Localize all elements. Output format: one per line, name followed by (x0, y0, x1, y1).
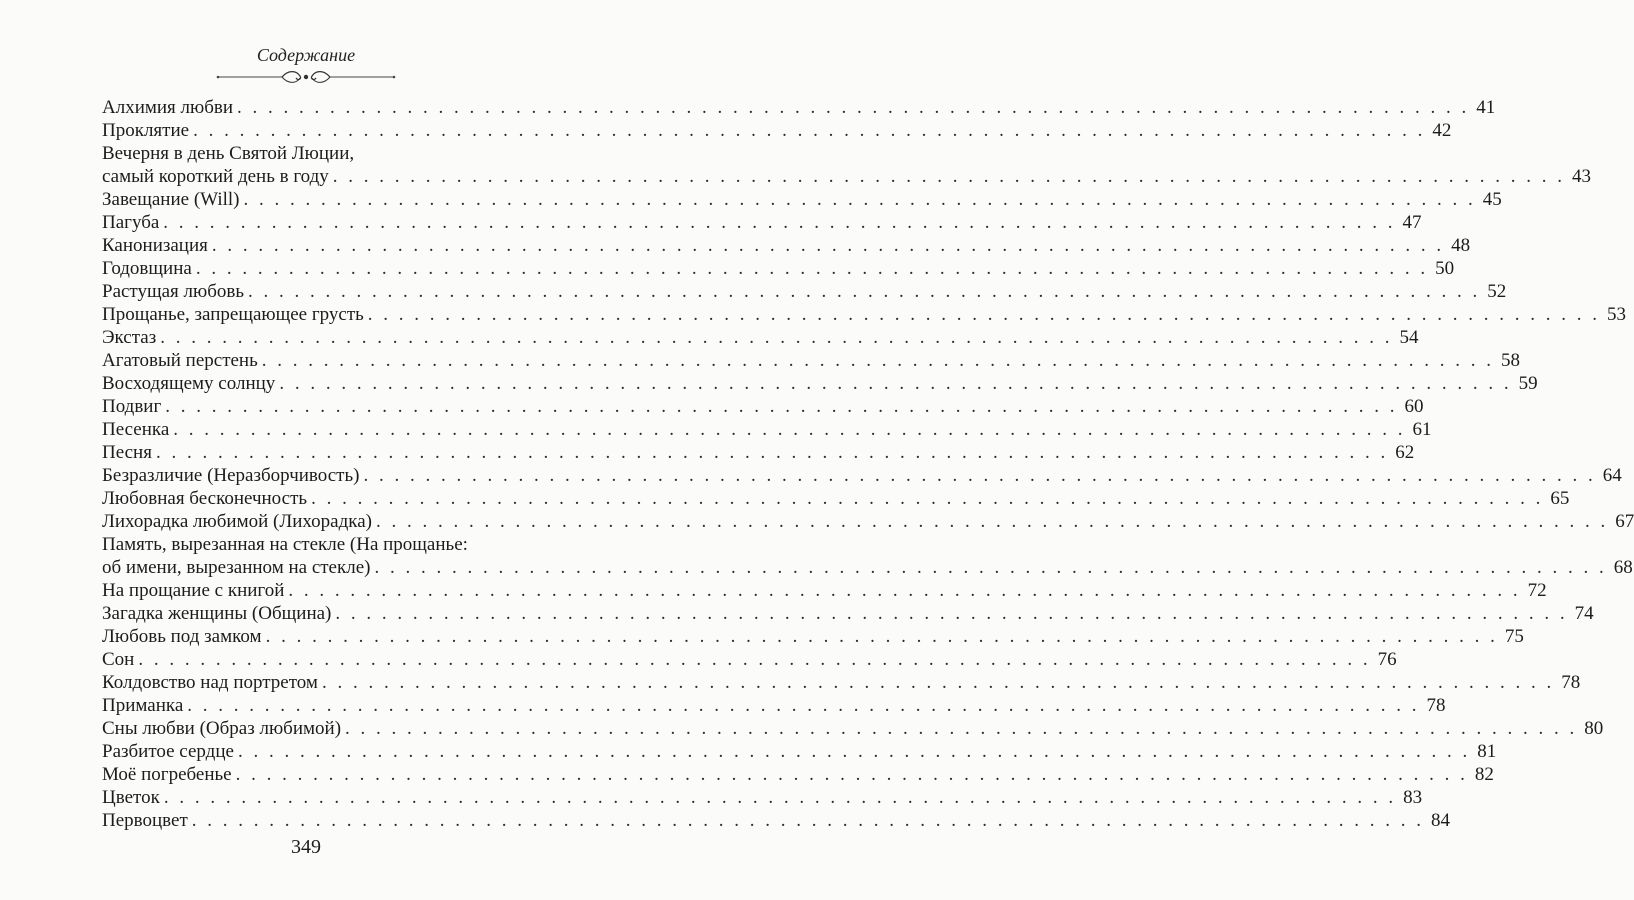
toc-dot-leader: . . . . . . . . . . . . . . . . . . . . . . . . . . . . . . . . . . . . . . . . . . . . . . . . . . . . . . . . . . . . . . . . . . . . . . . . . . . . . . . . (237, 741, 1471, 762)
toc-entry (102, 372, 1538, 395)
toc-dot-leader: . . . . . . . . . . . . . . . . . . . . . . . . . . . . . . . . . . . . . . . . . . . . . . . . . . . . . . . . . . . . . . . . . . . . . . . . . . . . . . . . (191, 810, 1425, 831)
toc-entry-page: 84 (1431, 810, 1451, 831)
toc-entry (102, 648, 1397, 671)
toc-entry-page: 59 (1518, 373, 1538, 394)
toc-dot-leader: . . . . . . . . . . . . . . . . . . . . . . . . . . . . . . . . . . . . . . . . . . . . . . . . . . . . . . . . . . . . . . . . . . . . . . . . . . . . . . . . (165, 396, 1398, 417)
toc-entry-page: 62 (1395, 442, 1415, 463)
toc-dot-leader: . . . . . . . . . . . . . . . . . . . . . . . . . . . . . . . . . . . . . . . . . . . . . . . . . . . . . . . . . . . . . . . . . . . . . . . . . . . . . . . . (335, 603, 1568, 624)
toc-entry (102, 602, 1594, 625)
toc-entry (102, 211, 1422, 234)
toc-dot-leader: . . . . . . . . . . . . . . . . . . . . . . . . . . . . . . . . . . . . . . . . . . . . . . . . . . . . . . . . . . . . . . . . . . . . . . . . . . . . . . . . (163, 212, 1396, 233)
toc-entry-title: На прощание с книгой (102, 580, 285, 601)
toc-entry-page: 72 (1527, 580, 1547, 601)
toc-entry-title: Моё погребенье (102, 764, 232, 785)
page-title: Содержание (256, 45, 356, 65)
toc-entry-title: Подвиг (102, 396, 162, 417)
toc-dot-leader: . . . . . . . . . . . . . . . . . . . . . . . . . . . . . . . . . . . . . . . . . . . . . . . . . . . . . . . . . . . . . . . . . . . . . . . . . . . . . . . . (155, 442, 1389, 463)
toc-entry-title: Разбитое сердце (102, 741, 234, 762)
toc-entry (102, 625, 1524, 648)
toc-entry-title: Канонизация (102, 235, 208, 256)
toc-entry-title: Приманка (102, 695, 184, 716)
toc-entry-page: 65 (1550, 488, 1570, 509)
toc-entry (102, 303, 1627, 326)
toc-dot-leader: . . . . . . . . . . . . . . . . . . . . . . . . . . . . . . . . . . . . . . . . . . . . . . . . . . . . . . . . . . . . . . . . . . . . . . . . . . . . . . . . (173, 419, 1406, 440)
toc-entry (102, 96, 1496, 119)
toc-dot-leader: . . . . . . . . . . . . . . . . . . . . . . . . . . . . . . . . . . . . . . . . . . . . . . . . . . . . . . . . . . . . . . . . . . . . . . . . . . . . . . . . (193, 120, 1426, 141)
toc-entry (102, 418, 1432, 441)
toc-entry-title: Алхимия любви (102, 97, 234, 118)
toc-entry-page: 68 (1613, 557, 1633, 578)
toc-dot-leader: . . . . . . . . . . . . . . . . . . . . . . . . . . . . . . . . . . . . . . . . . . . . . . . . . . . . . . . . . . . . . . . . . . . . . . . . . . . . . . . . (288, 580, 1521, 601)
toc-entry-title: Сны любви (Образ любимой) (102, 718, 342, 739)
toc-entry-title: Проклятие (102, 120, 190, 141)
toc-dot-leader: . . . . . . . . . . . . . . . . . . . . . . . . . . . . . . . . . . . . . . . . . . . . . . . . . . . . . . . . . . . . . . . . . . . . . . . . . . . . . . . . (265, 626, 1498, 647)
toc-entry-title: Загадка женщины (Община) (102, 603, 332, 624)
toc-dot-leader: . . . . . . . . . . . . . . . . . . . . . . . . . . . . . . . . . . . . . . . . . . . . . . . . . . . . . . . . . . . . . . . . . . . . . . . . . . . . . . . . (248, 281, 1481, 302)
toc-entry (102, 533, 526, 556)
toc-entry (102, 326, 1419, 349)
toc-entry-title: Лихорадка любимой (Лихорадка) (102, 511, 372, 532)
toc-dot-leader: . . . . . . . . . . . . . . . . . . . . . . . . . . . . . . . . . . . . . . . . . . . . . . . . . . . . . . . . . . . . . . . . . . . . . . . . . . . . . . . . (321, 672, 1555, 693)
toc-entry (102, 556, 1633, 579)
toc-entry (102, 786, 1423, 809)
toc-entry (102, 717, 1604, 740)
toc-entry-title: Прощанье, запрещающее грусть (102, 304, 364, 325)
toc-entry-title: Колдовство над портретом (102, 672, 318, 693)
toc-entry-title: самый короткий день в году (102, 166, 329, 187)
toc-entry-page: 60 (1404, 396, 1424, 417)
toc-entry-title: Агатовый перстень (102, 350, 258, 371)
toc-dot-leader: . . . . . . . . . . . . . . . . . . . . . . . . . . . . . . . . . . . . . . . . . . . . . . . . . . . . . . . . . . . . . . . . . . . . . . . . . . . . . . . . (243, 189, 1476, 210)
toc-entry (102, 694, 1446, 717)
toc-entry-page: 75 (1504, 626, 1524, 647)
toc-dot-leader: . . . . . . . . . . . . . . . . . . . . . . . . . . . . . . . . . . . . . . . . . . . . . . . . . . . . . . . . . . . . . . . . . . . . . . . . . . . . . . . . (237, 97, 1470, 118)
toc-entry-title: Любовь под замком (102, 626, 262, 647)
toc-dot-leader: . . . . . . . . . . . . . . . . . . . . . . . . . . . . . . . . . . . . . . . . . . . . . . . . . . . . . . . . . . . . . . . . . . . . . . . . . . . . . . . . (367, 304, 1601, 325)
toc-entry (102, 464, 1622, 487)
toc-entry-title: Песня (102, 442, 152, 463)
toc-dot-leader: . . . . . . . . . . . . . . . . . . . . . . . . . . . . . . . . . . . . . . . . . . . . . . . . . . . . . . . . . . . . . . . . . . . . . . . . . . . . . . . . (345, 718, 1578, 739)
toc-entry-title: Любовная бесконечность (102, 488, 308, 509)
toc-entry-title: Память, вырезанная на стекле (На прощанье: (102, 534, 468, 555)
toc-entry-page: 78 (1561, 672, 1581, 693)
toc-entry-page: 50 (1435, 258, 1455, 279)
toc-entry (102, 257, 1455, 280)
toc-entry (102, 142, 526, 165)
toc-entry (102, 395, 1424, 418)
toc-entry-page: 58 (1501, 350, 1521, 371)
toc-entry-page: 52 (1487, 281, 1507, 302)
toc-dot-leader: . . . . . . . . . . . . . . . . . . . . . . . . . . . . . . . . . . . . . . . . . . . . . . . . . . . . . . . . . . . . . . . . . . . . . . . . . . . . . . . . (187, 695, 1420, 716)
toc-entry-page: 41 (1476, 97, 1496, 118)
toc-entry (102, 280, 1507, 303)
toc-dot-leader: . . . . . . . . . . . . . . . . . . . . . . . . . . . . . . . . . . . . . . . . . . . . . . . . . . . . . . . . . . . . . . . . . . . . . . . . . . . . . . . . (279, 373, 1512, 394)
toc-entry-title: Вечерня в день Святой Люции, (102, 143, 355, 164)
toc-entry-page: 48 (1451, 235, 1471, 256)
toc-entry (102, 487, 1570, 510)
toc-entry-page: 42 (1432, 120, 1452, 141)
toc-entry-page: 54 (1399, 327, 1419, 348)
toc-entry-title: Сон (102, 649, 135, 670)
toc-dot-leader: . . . . . . . . . . . . . . . . . . . . . . . . . . . . . . . . . . . . . . . . . . . . . . . . . . . . . . . . . . . . . . . . . . . . . . . . . . . . . . . . (375, 511, 1609, 532)
toc-entry (102, 441, 1415, 464)
toc-entry-page: 76 (1377, 649, 1397, 670)
toc-entry-page: 64 (1602, 465, 1622, 486)
toc-entry-page: 81 (1477, 741, 1497, 762)
toc-entry-title: Растущая любовь (102, 281, 245, 302)
toc-entry-page: 83 (1403, 787, 1423, 808)
toc-dot-leader: . . . . . . . . . . . . . . . . . . . . . . . . . . . . . . . . . . . . . . . . . . . . . . . . . . . . . . . . . . . . . . . . . . . . . . . . . . . . . . . . (195, 258, 1429, 279)
toc-entry-page: 80 (1584, 718, 1604, 739)
toc-entry-page: 45 (1482, 189, 1502, 210)
toc-dot-leader: . . . . . . . . . . . . . . . . . . . . . . . . . . . . . . . . . . . . . . . . . . . . . . . . . . . . . . . . . . . . . . . . . . . . . . . . . . . . . . . . (160, 327, 1393, 348)
toc-entry-title: Восходящему солнцу (102, 373, 276, 394)
toc-dot-leader: . . . . . . . . . . . . . . . . . . . . . . . . . . . . . . . . . . . . . . . . . . . . . . . . . . . . . . . . . . . . . . . . . . . . . . . . . . . . . . . . (311, 488, 1544, 509)
toc-entry-page: 47 (1402, 212, 1422, 233)
toc-dot-leader: . . . . . . . . . . . . . . . . . . . . . . . . . . . . . . . . . . . . . . . . . . . . . . . . . . . . . . . . . . . . . . . . . . . . . . . . . . . . . . . . (211, 235, 1445, 256)
toc-entry-title: Пагуба (102, 212, 160, 233)
toc-entry-title: Цветок (102, 787, 160, 808)
toc-entry-page: 67 (1615, 511, 1634, 532)
toc-entry (102, 188, 1502, 211)
toc-dot-leader: . . . . . . . . . . . . . . . . . . . . . . . . . . . . . . . . . . . . . . . . . . . . . . . . . . . . . . . . . . . . . . . . . . . . . . . . . . . . . . . . (261, 350, 1495, 371)
toc-entry-page: 74 (1574, 603, 1594, 624)
toc-entry-page: 43 (1572, 166, 1592, 187)
page-number: 349 (291, 836, 321, 858)
toc-dot-leader: . . . . . . . . . . . . . . . . . . . . . . . . . . . . . . . . . . . . . . . . . . . . . . . . . . . . . . . . . . . . . . . . . . . . . . . . . . . . . . . . (363, 465, 1596, 486)
toc-entry (102, 740, 1497, 763)
toc-dot-leader: . . . . . . . . . . . . . . . . . . . . . . . . . . . . . . . . . . . . . . . . . . . . . . . . . . . . . . . . . . . . . . . . . . . . . . . . . . . . . . . . (138, 649, 1371, 670)
toc-entry-page: 61 (1412, 419, 1432, 440)
toc-entry (102, 809, 1451, 832)
toc-dot-leader: . . . . . . . . . . . . . . . . . . . . . . . . . . . . . . . . . . . . . . . . . . . . . . . . . . . . . . . . . . . . . . . . . . . . . . . . . . . . . . . . (332, 166, 1566, 187)
table-of-contents (102, 96, 1634, 832)
toc-entry-page: 78 (1426, 695, 1446, 716)
toc-dot-leader: . . . . . . . . . . . . . . . . . . . . . . . . . . . . . . . . . . . . . . . . . . . . . . . . . . . . . . . . . . . . . . . . . . . . . . . . . . . . . . . . (163, 787, 1397, 808)
toc-entry-title: Первоцвет (102, 810, 188, 831)
toc-entry-title: Экстаз (102, 327, 157, 348)
toc-entry (102, 671, 1581, 694)
toc-entry (102, 349, 1521, 372)
toc-entry-page: 53 (1607, 304, 1627, 325)
toc-entry (102, 234, 1471, 257)
page-header (0, 44, 612, 86)
ornament-divider-icon (214, 68, 398, 86)
toc-entry-title: Завещание (Will) (102, 189, 240, 210)
toc-entry (102, 510, 1634, 533)
toc-entry (102, 165, 1592, 188)
toc-entry-title: Годовщина (102, 258, 192, 279)
toc-entry-page: 82 (1474, 764, 1494, 785)
toc-entry (102, 119, 1452, 142)
toc-dot-leader: . . . . . . . . . . . . . . . . . . . . . . . . . . . . . . . . . . . . . . . . . . . . . . . . . . . . . . . . . . . . . . . . . . . . . . . . . . . . . . . . (374, 557, 1607, 578)
toc-entry-title: Песенка (102, 419, 170, 440)
toc-entry (102, 763, 1494, 786)
toc-entry-title: Безразличие (Неразборчивость) (102, 465, 360, 486)
toc-entry-title: об имени, вырезанном на стекле) (102, 557, 371, 578)
toc-entry (102, 579, 1547, 602)
toc-dot-leader: . . . . . . . . . . . . . . . . . . . . . . . . . . . . . . . . . . . . . . . . . . . . . . . . . . . . . . . . . . . . . . . . . . . . . . . . . . . . . . . . (235, 764, 1468, 785)
